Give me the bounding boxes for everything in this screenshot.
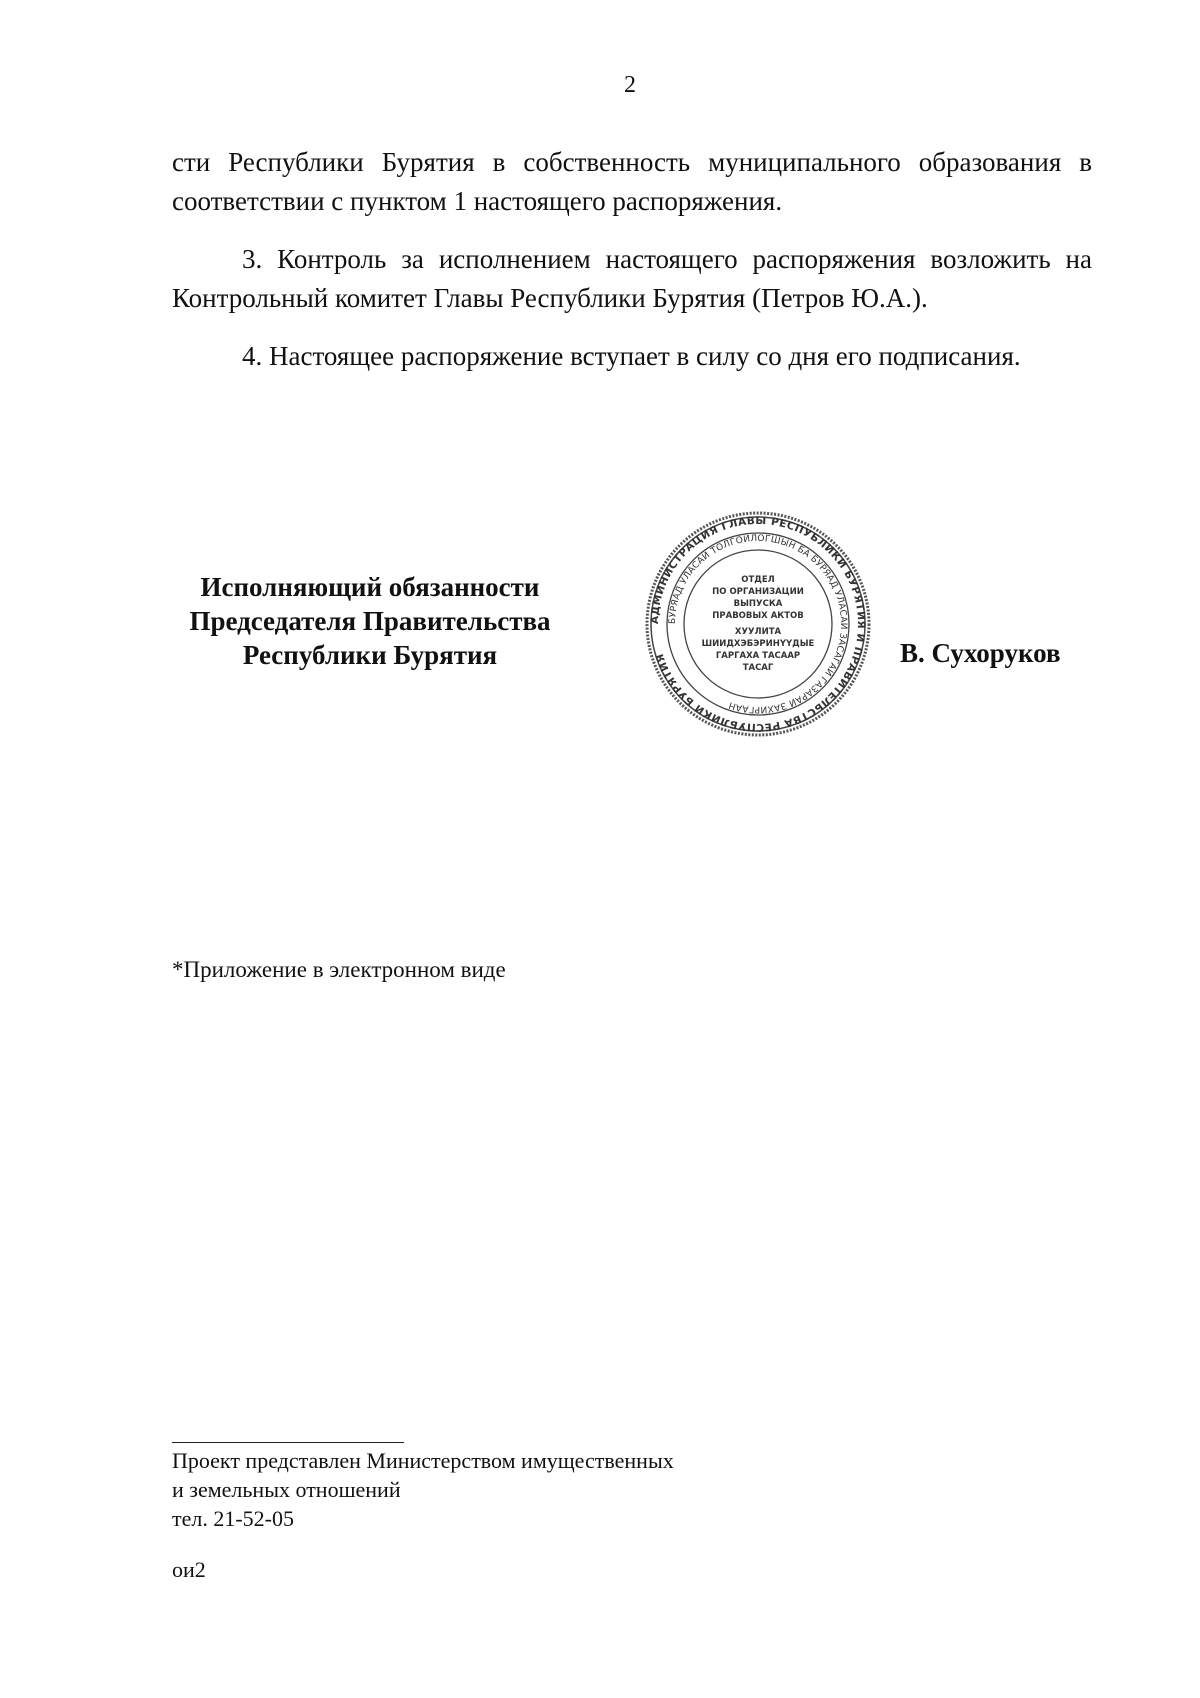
stamp-center-line-8: ТАСАГ — [742, 663, 774, 673]
official-stamp — [644, 510, 872, 738]
stamp-center-line-3: ВЫПУСКА — [733, 599, 783, 609]
signer-name: В. Сухоруков — [900, 638, 1061, 668]
stamp-center-line-7: ГАРГАХА ТАСААР — [715, 651, 801, 661]
stamp-center-line-2: ПО ОРГАНИЗАЦИИ — [712, 587, 804, 597]
document-code: ои2 — [172, 1557, 206, 1582]
appendix-note: *Приложение в электронном виде — [172, 957, 506, 982]
svg-text:АДМИНИСТРАЦИЯ ГЛАВЫ РЕСПУБЛИКИ — [649, 515, 867, 733]
paragraph-4-effective: 4. Настоящее распоряжение вступает в силу со дня его подписания. — [242, 341, 1021, 371]
page-number: 2 — [624, 72, 636, 98]
footer-line-2: и земельных отношений — [172, 1477, 401, 1502]
footer-line-1: Проект представлен Министерством имущественных — [172, 1448, 674, 1473]
stamp-center-line-6: ШИИДХЭБЭРИНҮҮДЫЕ — [701, 639, 815, 649]
paragraph-3-control: 3. Контроль за исполнением настоящего распоряжения возложить на Контрольный комитет Главы Республики Бурятия (Петров Ю.А.). — [172, 244, 1092, 313]
paragraph-continuation: сти Республики Бурятия в собственность муниципального образования в соответствии с пунктом 1 настоящего распоряжения. — [172, 147, 1092, 216]
stamp-center-line-1: ОТДЕЛ — [741, 575, 775, 585]
stamp-outer-ring-text: АДМИНИСТРАЦИЯ ГЛАВЫ РЕСПУБЛИКИ БУРЯТИЯ И ПРАВИТЕЛЬСТВА РЕСПУБЛИКИ БУРЯТИЯ — [648, 514, 868, 734]
signer-title-line-1: Исполняющий обязанности — [200, 572, 540, 602]
stamp-center-line-5: ХУУЛИТА — [734, 627, 782, 637]
footer-note — [172, 1446, 674, 1533]
stamp-center-line-4: ПРАВОВЫХ АКТОВ — [712, 611, 804, 621]
signer-title-line-3: Республики Бурятия — [242, 640, 498, 670]
stamp-inner-ring-text: БУРЯАД УЛАСАЙ ТОЛГОЙЛОГШЫН БА БУРЯАД УЛАСАЙ ЗАСАГАЙ ГАЗАРАЙ ЗАХИРГААН — [667, 533, 849, 715]
signer-title-line-2: Председателя Правительства — [189, 606, 551, 636]
signer-title — [160, 570, 580, 672]
footer-line-3: тел. 21-52-05 — [172, 1506, 295, 1531]
footer-divider — [172, 1442, 404, 1443]
